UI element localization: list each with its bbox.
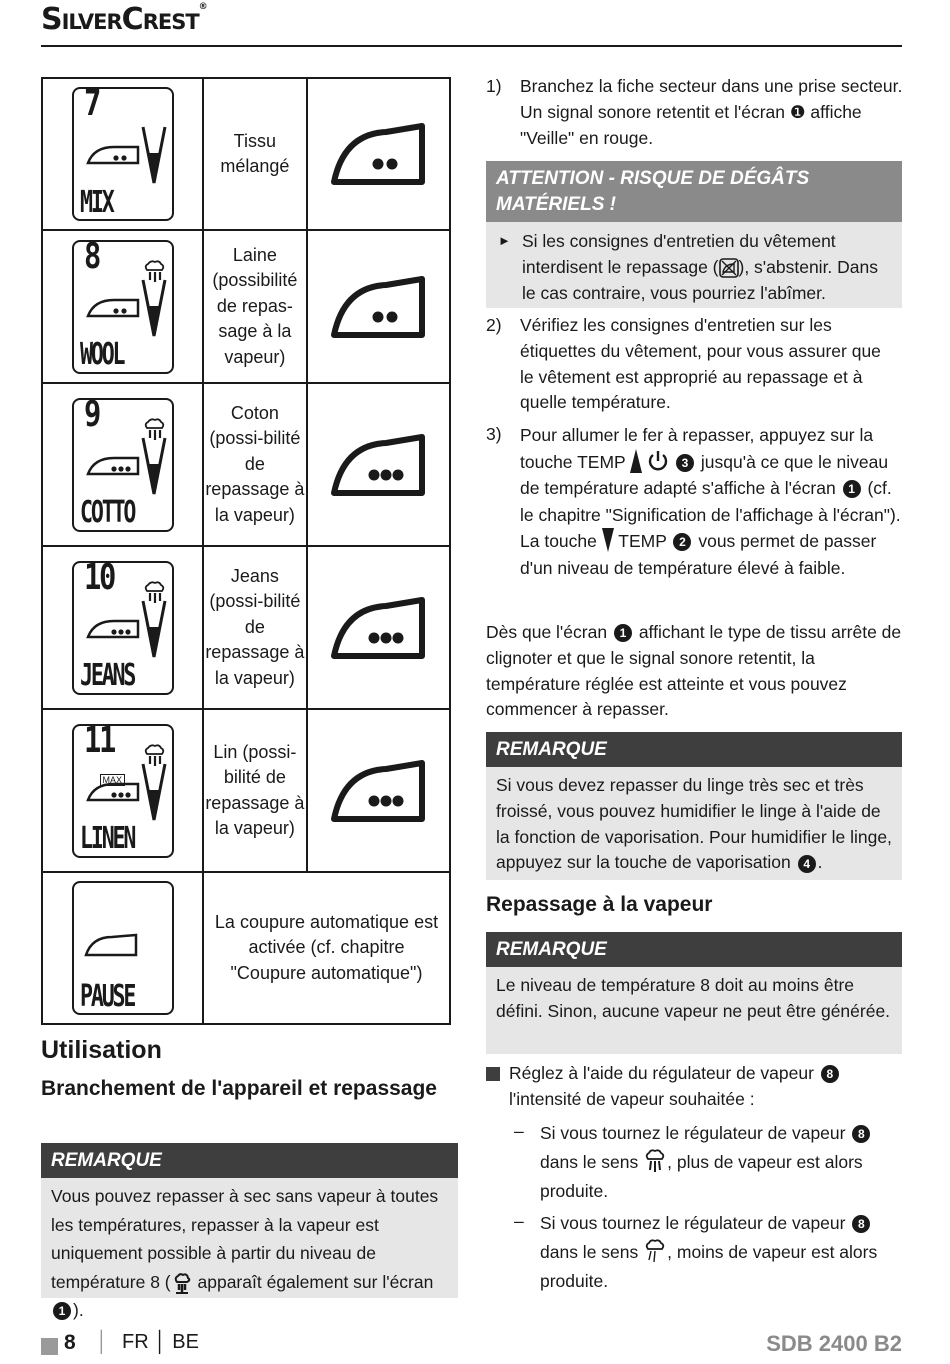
- iron-cell: [307, 709, 450, 872]
- step-3-c: (cf. le chapitre "Signification de l'affichage à l'écran"). La touche: [520, 478, 901, 551]
- bullet-a: Réglez à l'aide du régulateur de vapeur: [509, 1063, 814, 1083]
- temp-dot: [393, 469, 404, 480]
- fabric-cell: [203, 230, 307, 383]
- fabric-label: Jeans (possi-bilité de repassage à la vapeur): [205, 565, 305, 688]
- step-text: [520, 74, 905, 151]
- fabric-row: [42, 230, 450, 383]
- temp-dot: [369, 469, 380, 480]
- lcd-display: [72, 719, 174, 858]
- brand-text: SilverCrest: [41, 2, 199, 37]
- temp-dot: [381, 795, 392, 806]
- attention-box: [486, 222, 902, 308]
- temp-dot: [381, 469, 392, 480]
- remark-bar-right-2: [486, 932, 902, 967]
- pause-text: La coupure automatique est activée (cf. chapitre "Coupure automatique"): [214, 911, 439, 983]
- number-circle: 8: [852, 1215, 870, 1233]
- lcd-fabric-word: JEANS: [79, 658, 134, 693]
- lcd-iron-icon: [82, 929, 138, 959]
- header-rule: [41, 45, 902, 47]
- lcd-display: [72, 393, 174, 532]
- fabric-label: Laine (possibilité de repas-sage à la vapeur): [212, 244, 298, 367]
- remark-title: REMARQUE: [51, 1150, 162, 1171]
- lcd-fabric-word: COTTO: [79, 495, 134, 530]
- number-circle: 8: [852, 1125, 870, 1143]
- temp-dot: [387, 159, 398, 170]
- fabric-cell: [203, 709, 307, 872]
- lcd-fabric-word: MIX: [79, 184, 113, 220]
- remark-box-right-2: [486, 967, 902, 1054]
- lcd-temp-level: 7: [83, 83, 99, 124]
- number-circle: 2: [673, 533, 691, 551]
- display-cell: [42, 383, 203, 546]
- step-3-a: Pour allumer le fer à repasser, appuyez sur la touche TEMP: [520, 425, 874, 472]
- arrow-icon: ►: [498, 233, 511, 248]
- lcd-display: [72, 83, 174, 221]
- attention-text-a: Si les consignes d'entretien du vêtement interdisent le repassage (: [522, 231, 836, 277]
- pause-row: [42, 872, 450, 1024]
- iron-icon: [328, 753, 428, 829]
- dash-1-text: [540, 1119, 900, 1206]
- lcd-iron-icon: [84, 294, 140, 318]
- temp-dot: [373, 311, 384, 322]
- dash-1-c: , plus de vapeur est alors produite.: [540, 1152, 863, 1201]
- dash-2-text: [540, 1209, 900, 1296]
- attention-text: [522, 228, 892, 306]
- page-number: 8: [64, 1331, 76, 1354]
- iron-icon: [328, 427, 428, 503]
- dash-1-a: Si vous tournez le régulateur de vapeur: [540, 1123, 846, 1143]
- iron-icon: [328, 590, 428, 666]
- fabric-cell: [203, 546, 307, 709]
- number-circle: 8: [821, 1065, 839, 1083]
- attention-bar: [486, 161, 902, 222]
- dash-2-b: dans le sens: [540, 1242, 639, 1262]
- step-3-text: [520, 422, 905, 581]
- step-3-b: jusqu'à ce que le niveau de température adapté s'affiche à l'écran: [520, 451, 889, 498]
- fabric-cell: [203, 78, 307, 230]
- step-number: 1): [486, 76, 502, 96]
- fabric-label: Coton (possi-bilité de repassage à la vapeur): [205, 402, 305, 525]
- fabric-cell: [203, 383, 307, 546]
- attention-text-b: ), s'abstenir. Dans le cas contraire, vous pourriez l'abîmer.: [522, 257, 879, 303]
- step-number: 3): [486, 424, 502, 444]
- temp-dot: [393, 795, 404, 806]
- remark-text: Le niveau de température 8 doit au moins être défini. Sinon, aucune vapeur ne peut être générée.: [496, 975, 891, 1021]
- lcd-fabric-word: LINEN: [79, 821, 134, 856]
- temp-dot: [387, 311, 398, 322]
- fabric-label: Lin (possi-bilité de repassage à la vapeur): [205, 741, 305, 838]
- remark-box-right-1: [486, 767, 902, 880]
- number-circle: 1: [843, 480, 861, 498]
- remark-bar-right-1: [486, 732, 902, 767]
- footer-divider: │: [96, 1331, 109, 1353]
- section-title: Utilisation: [41, 1036, 162, 1064]
- remark-title: REMARQUE: [496, 739, 607, 760]
- bullet-square: [486, 1067, 500, 1081]
- no-iron-icon: [719, 258, 739, 278]
- subsection-title: Branchement de l'appareil et repassage: [41, 1077, 437, 1100]
- iron-cell: [307, 230, 450, 383]
- lcd-iron-icon: [84, 141, 140, 165]
- temp-dot: [381, 632, 392, 643]
- temp-up-icon: [630, 449, 642, 473]
- lcd-temp-level: 10: [83, 556, 114, 598]
- remark-text-end: .: [817, 852, 823, 873]
- fabric-row: [42, 383, 450, 546]
- iron-cell: [307, 383, 450, 546]
- dash-2-c: , moins de vapeur est alors produite.: [540, 1242, 878, 1291]
- step-3-d: TEMP: [618, 531, 667, 551]
- paragraph: [486, 620, 906, 723]
- lcd-temp-level: 9: [83, 393, 99, 435]
- bullet-b: l'intensité de vapeur souhaitée :: [509, 1088, 755, 1109]
- number-circle: 1: [614, 624, 632, 642]
- display-cell: [42, 546, 203, 709]
- para-b: affichant le type de tissu arrête de clignoter et que le signal sonore retentit, la température réglée est atteinte et vous pouvez commencer à repasser.: [486, 622, 902, 720]
- attention-title: ATTENTION - RISQUE DE DÉGÂTS MATÉRIELS !: [496, 168, 810, 215]
- more-steam-icon: [643, 1148, 667, 1174]
- temp-dot: [373, 159, 384, 170]
- remark-text: apparaît également sur l'écran: [192, 1271, 434, 1292]
- iron-cell: [307, 546, 450, 709]
- fabric-row: [42, 546, 450, 709]
- lcd-display: [72, 556, 174, 695]
- dash-2-a: Si vous tournez le régulateur de vapeur: [540, 1213, 846, 1233]
- fabric-label: Tissu mélangé: [220, 130, 290, 176]
- footer-lang: FR │ BE: [122, 1331, 199, 1353]
- lcd-temp-level: 11: [83, 719, 114, 761]
- fabric-row: [42, 709, 450, 872]
- number-circle: 3: [676, 454, 694, 472]
- display-cell: [42, 709, 203, 872]
- lcd-fabric-word: WOOL: [79, 337, 123, 372]
- number-circle: 4: [798, 855, 816, 873]
- display-cell: [42, 230, 203, 383]
- dash-1-b: dans le sens: [540, 1152, 639, 1172]
- remark-title: REMARQUE: [496, 939, 607, 960]
- steam-icon: [171, 1272, 193, 1294]
- display-cell: [42, 78, 203, 230]
- steam-level-indicator: [140, 125, 168, 187]
- temp-dot: [393, 632, 404, 643]
- pause-text-cell: [203, 872, 450, 1024]
- remark-text: ).: [73, 1300, 84, 1320]
- fabric-row: [42, 78, 450, 230]
- iron-cell: [307, 78, 450, 230]
- iron-icon: [328, 116, 428, 192]
- iron-icon: [328, 269, 428, 345]
- step-2-text: Vérifiez les consignes d'entretien sur les étiquettes du vêtement, pour vous assurer que le vêtement est approprié au repassage et à quelle température.: [520, 315, 881, 413]
- temp-down-icon: [602, 528, 614, 552]
- lcd-iron-icon: [84, 615, 140, 639]
- remark-box-left: [41, 1178, 458, 1320]
- dash-mark: –: [514, 1121, 524, 1141]
- steam-heading: Repassage à la vapeur: [486, 893, 713, 916]
- lcd-iron-icon: [84, 452, 140, 476]
- brand-logo: SilverCrest®: [41, 2, 207, 37]
- para-a: Dès que l'écran: [486, 622, 608, 642]
- bullet-text: [509, 1061, 899, 1113]
- remark-text: Vous pouvez repasser à sec sans vapeur à toutes les températures, repasser à la vapeur est uniquement possible à partir du niveau de température 8 (: [51, 1186, 439, 1292]
- remark-bar-left: [41, 1143, 458, 1178]
- power-icon: [647, 450, 669, 472]
- footer-square: [41, 1338, 58, 1355]
- dash-mark: –: [514, 1211, 524, 1231]
- lcd-display: [72, 881, 174, 1015]
- lcd-pause-word: PAUSE: [79, 978, 134, 1014]
- remark-text: Si vous devez repasser du linge très sec et très froissé, vous pouvez humidifier le linge à l'aide de la fonction de vaporisation. Pour humidifier le linge, appuyez sur la touche de vaporisation: [496, 775, 892, 873]
- less-steam-icon: [643, 1238, 667, 1264]
- step-number: 2): [486, 315, 502, 335]
- steam-level-indicator: [140, 599, 168, 661]
- temp-dot: [369, 632, 380, 643]
- max-label: MAX: [100, 774, 126, 786]
- steam-level-indicator: [140, 436, 168, 498]
- display-cell: [42, 872, 203, 1024]
- steam-level-indicator: [140, 762, 168, 824]
- step-1-text: Branchez la fiche secteur dans une prise secteur. Un signal sonore retentit et l'écran ❶ affiche "Veille" en rouge.: [520, 76, 903, 148]
- fabric-table: [41, 77, 451, 1025]
- lcd-temp-level: 8: [83, 235, 99, 277]
- step-3-e: vous permet de passer d'un niveau de température élevé à faible.: [520, 531, 877, 578]
- model-number: SDB 2400 B2: [766, 1331, 902, 1356]
- lcd-display: [72, 235, 174, 374]
- steam-level-indicator: [140, 278, 168, 340]
- number-circle: 1: [53, 1302, 71, 1320]
- temp-dot: [369, 795, 380, 806]
